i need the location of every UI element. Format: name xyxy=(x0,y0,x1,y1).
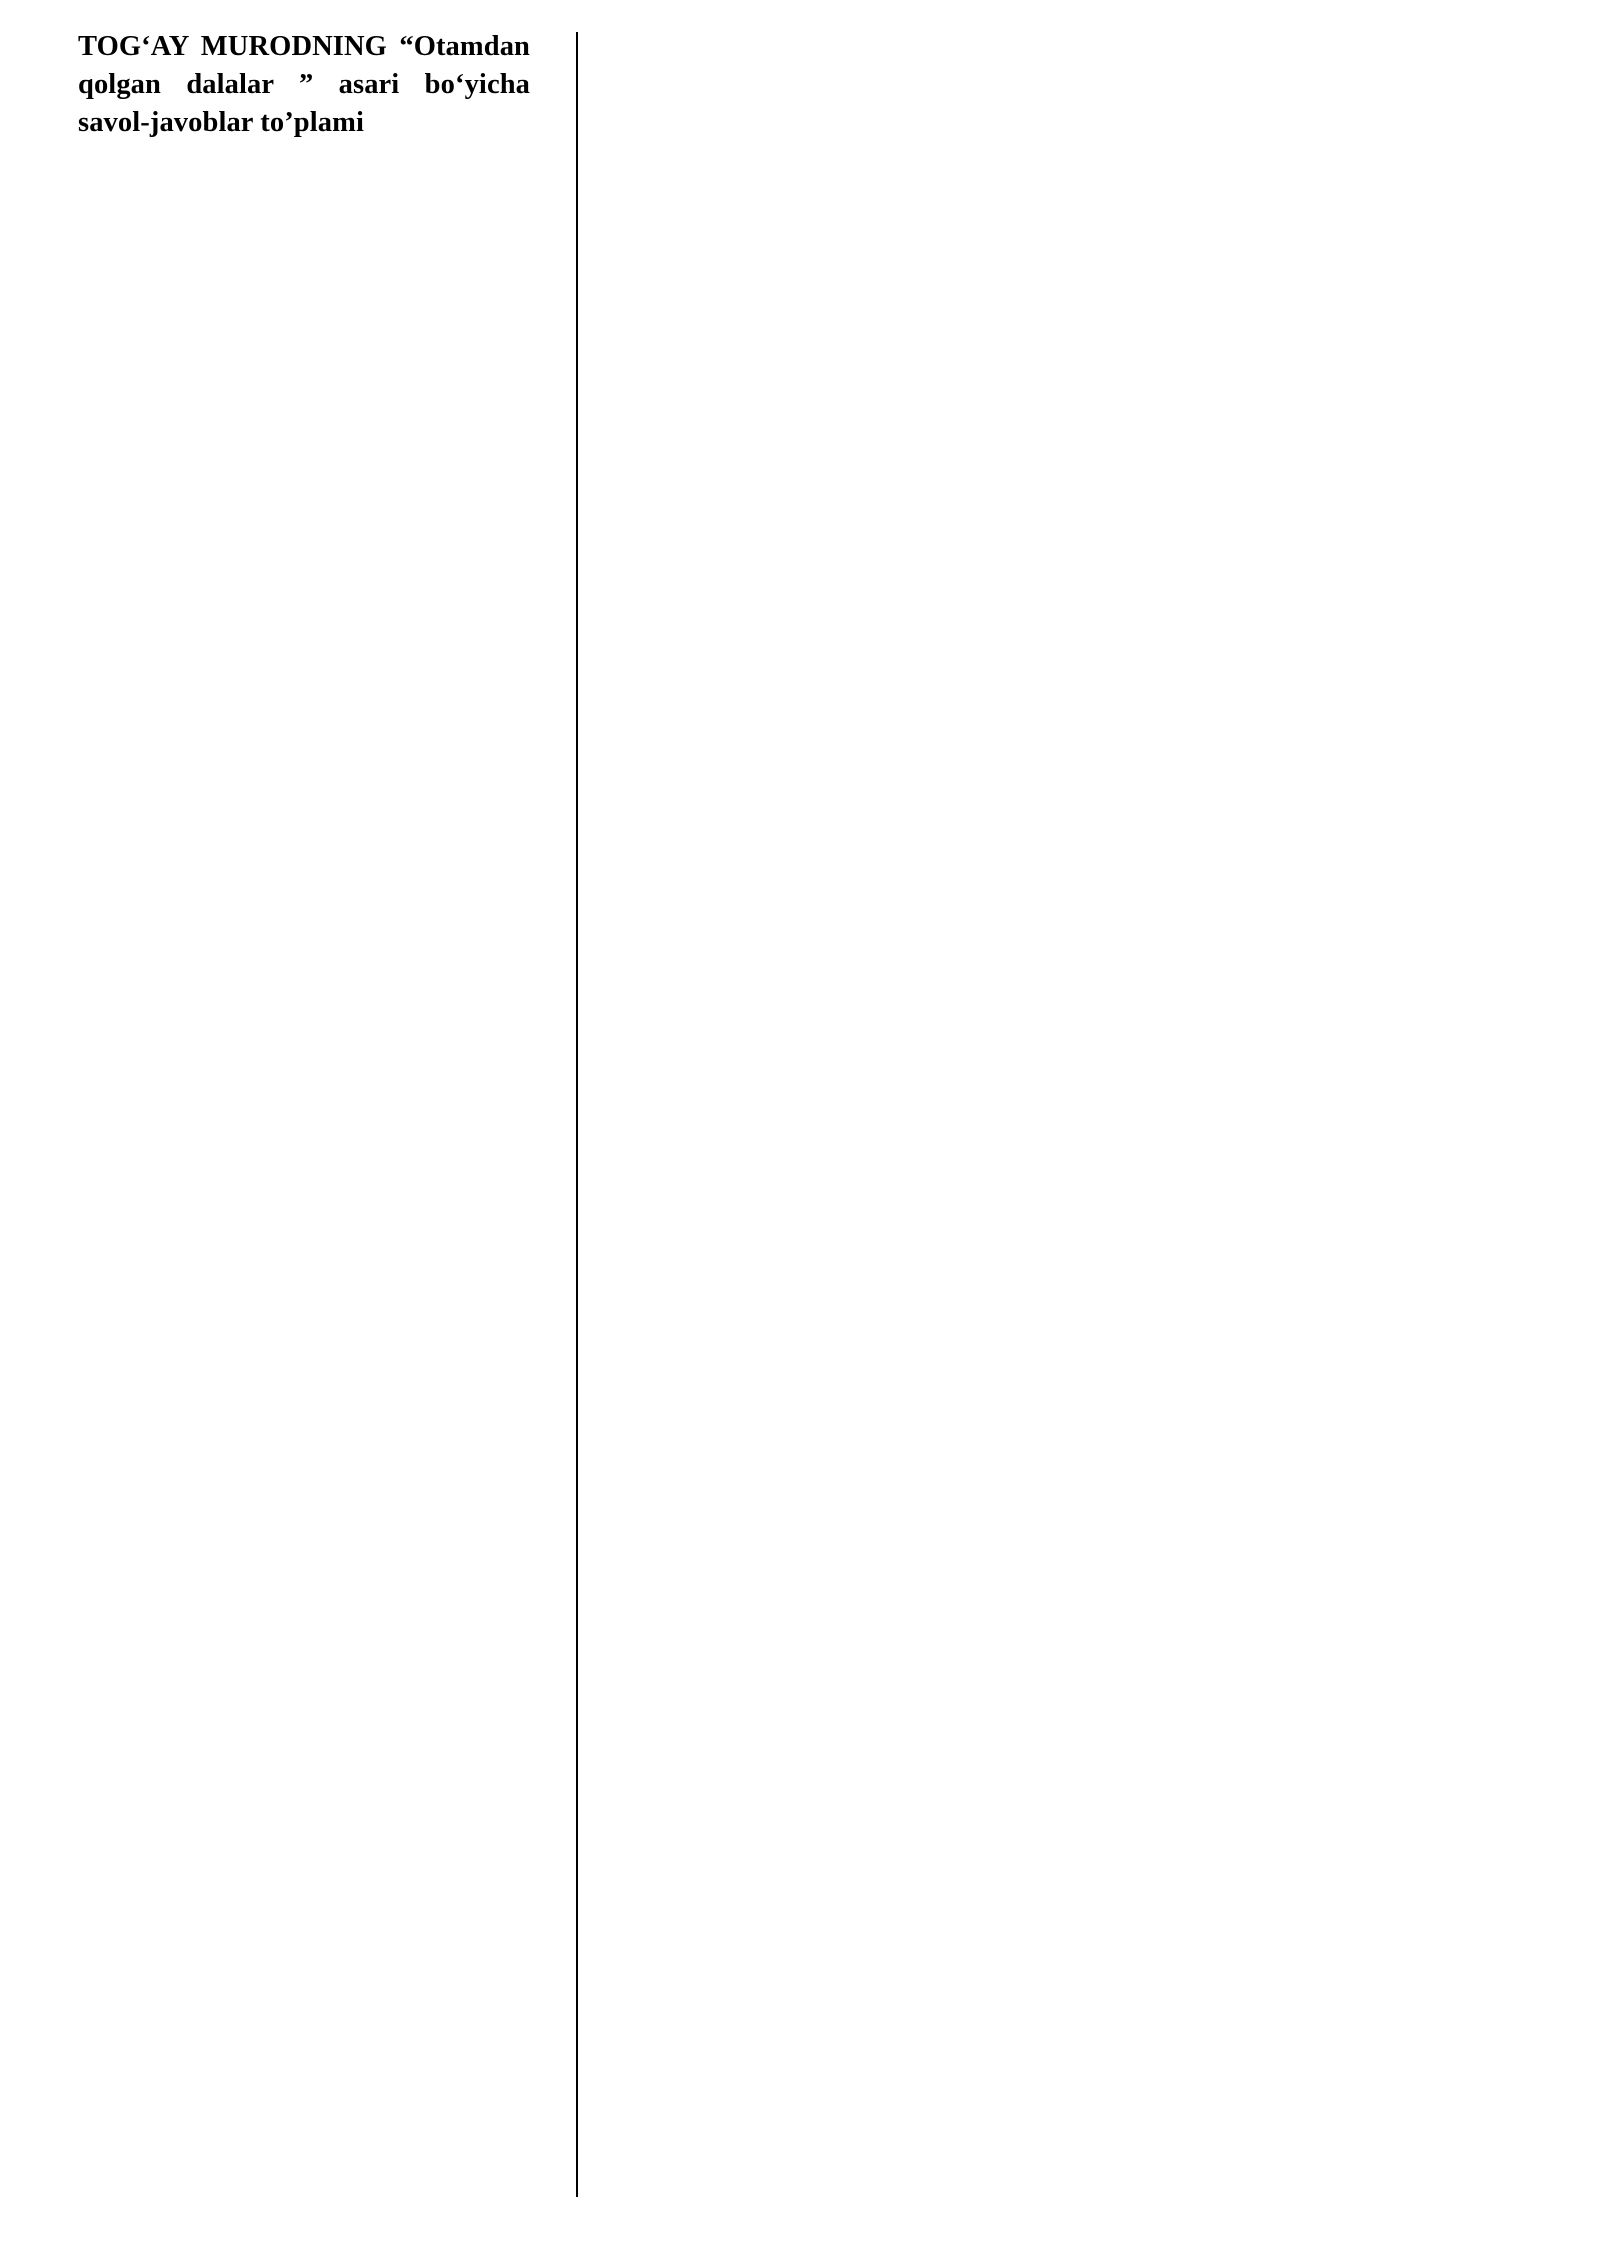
left-column xyxy=(58,28,548,182)
page-title: TOG‘AY MURODNING “Otamdan qolgan dalalar ” asari bo‘yicha savol-javoblar to’plami xyxy=(78,31,530,138)
two-column-layout xyxy=(58,28,1560,2208)
title-spacer xyxy=(58,148,530,182)
column-divider xyxy=(576,32,578,2197)
